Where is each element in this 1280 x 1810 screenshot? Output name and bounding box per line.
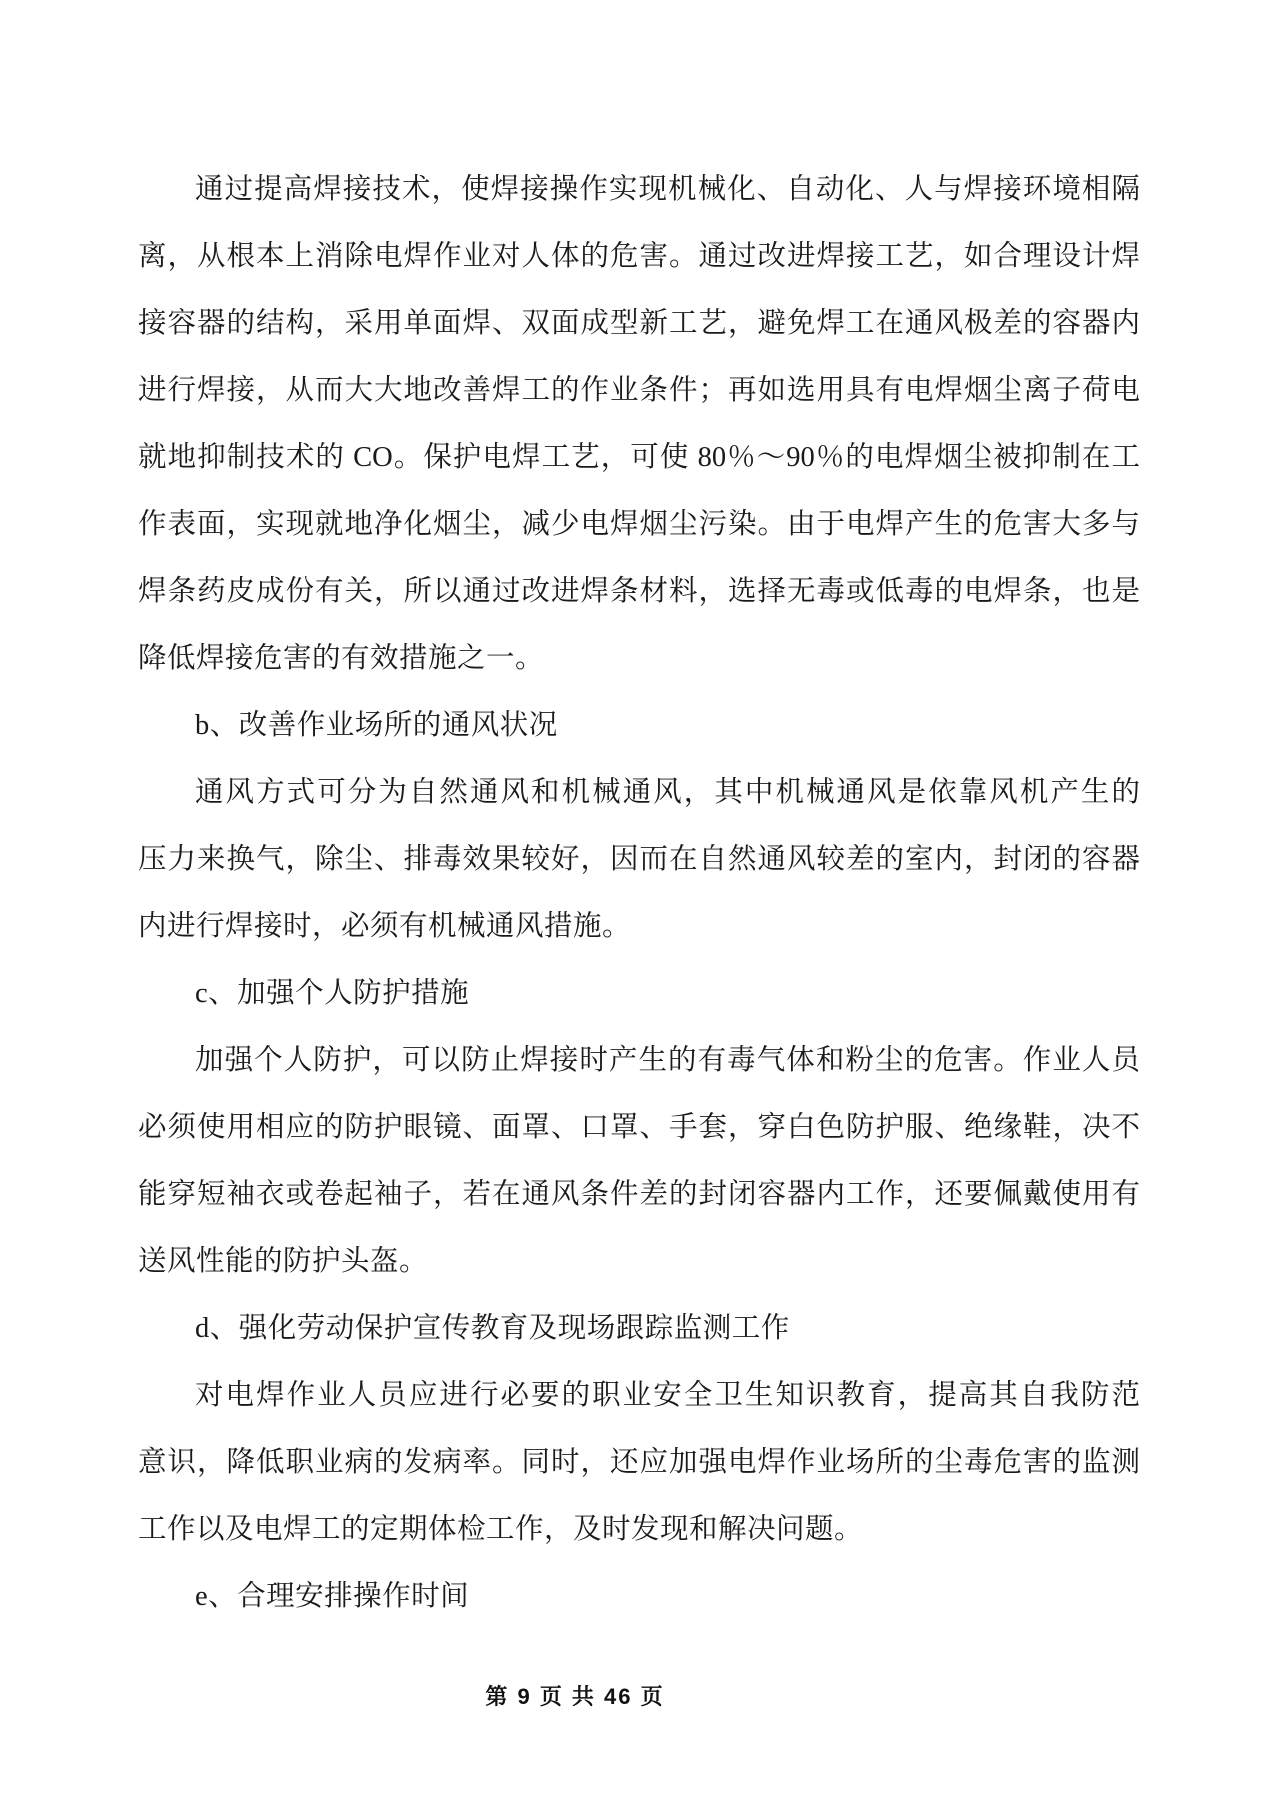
text-line: 压力来换气，除尘、排毒效果较好，因而在自然通风较差的室内，封闭的容器 [138,844,1140,875]
text-line: 作表面，实现就地净化烟尘，减少电焊烟尘污染。由于电焊产生的危害大多与 [138,509,1140,540]
text-line: 意识，降低职业病的发病率。同时，还应加强电焊作业场所的尘毒危害的监测 [138,1447,1140,1478]
text-line: c、加强个人防护措施 [195,978,470,1009]
text-line: 离，从根本上消除电焊作业对人体的危害。通过改进焊接工艺，如合理设计焊 [138,241,1140,272]
text-line: d、强化劳动保护宣传教育及现场跟踪监测工作 [195,1313,790,1344]
text-line: 内进行焊接时，必须有机械通风措施。 [138,911,632,942]
text-line: 通风方式可分为自然通风和机械通风，其中机械通风是依靠风机产生的 [195,777,1140,808]
text-line: 送风性能的防护头盔。 [138,1246,429,1277]
text-line: 工作以及电焊工的定期体检工作，及时发现和解决问题。 [138,1514,864,1545]
text-line: 进行焊接，从而大大地改善焊工的作业条件；再如选用具有电焊烟尘离子荷电 [138,375,1140,406]
text-line: b、改善作业场所的通风状况 [195,710,558,741]
text-line: 接容器的结构，采用单面焊、双面成型新工艺，避免焊工在通风极差的容器内 [138,308,1140,339]
text-line: 焊条药皮成份有关，所以通过改进焊条材料，选择无毒或低毒的电焊条，也是 [138,576,1140,607]
text-line: e、合理安排操作时间 [195,1581,470,1612]
text-line: 加强个人防护，可以防止焊接时产生的有毒气体和粉尘的危害。作业人员 [195,1045,1140,1076]
text-line: 必须使用相应的防护眼镜、面罩、口罩、手套，穿白色防护服、绝缘鞋，决不 [138,1112,1140,1143]
text-line: 通过提高焊接技术，使焊接操作实现机械化、自动化、人与焊接环境相隔 [195,174,1140,205]
document-body [138,156,1140,1630]
text-line: 对电焊作业人员应进行必要的职业安全卫生知识教育，提高其自我防范 [195,1380,1140,1411]
text-line: 降低焊接危害的有效措施之一。 [138,643,545,674]
text-line: 就地抑制技术的 CO。保护电焊工艺，可使 80％～90％的电焊烟尘被抑制在工 [138,442,1140,473]
text-line: 能穿短袖衣或卷起袖子，若在通风条件差的封闭容器内工作，还要佩戴使用有 [138,1179,1140,1210]
page-number-text: 第 9 页 共 46 页 [485,1684,665,1709]
page-footer [485,1680,664,1714]
